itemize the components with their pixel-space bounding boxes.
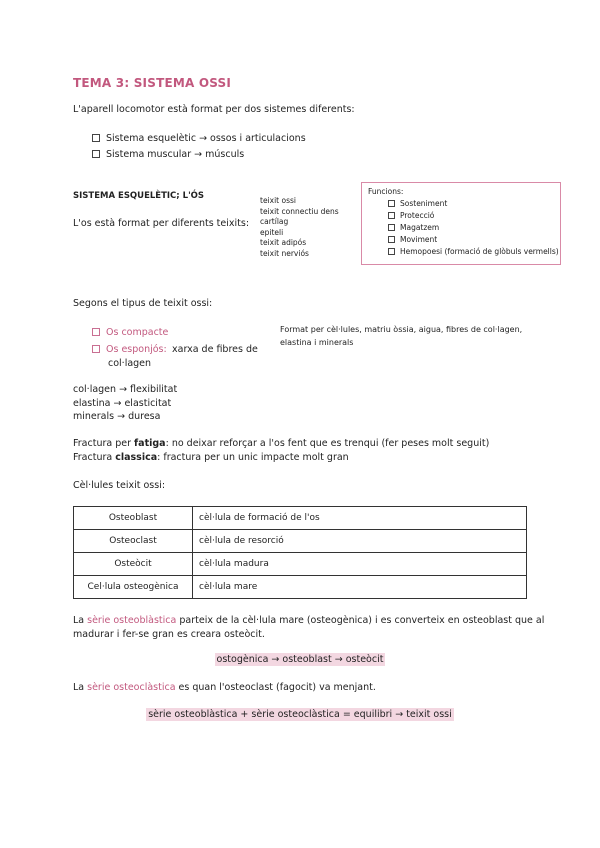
- checkbox-icon[interactable]: [92, 150, 100, 158]
- table-row: [74, 530, 527, 553]
- fracture-prefix: Fractura: [73, 452, 116, 463]
- cells-intro: Cèl·lules teixit ossi:: [73, 480, 166, 491]
- function-item: [368, 246, 559, 258]
- checkbox-icon[interactable]: [388, 212, 395, 219]
- function-item: [368, 222, 554, 234]
- bone-composition-note: Format per cèl·lules, matriu òssia, aigua, fibres de col·lagen, elastina i minerals: [280, 325, 523, 347]
- paragraph-prefix: La: [73, 682, 88, 693]
- function-item: [368, 234, 554, 246]
- function-label: Protecció: [400, 211, 435, 220]
- property-item: elastina → elasticitat: [73, 397, 172, 409]
- fracture-prefix: Fractura per: [73, 438, 135, 449]
- function-label: Moviment: [400, 235, 438, 244]
- cell-desc: cèl·lula mare: [193, 576, 527, 599]
- function-item: [368, 198, 554, 210]
- cell-name: Osteoblast: [74, 507, 193, 530]
- bone-type-label: Os compacte: [106, 327, 169, 338]
- paragraph-text: es quan l'osteoclast (fagocit) va menjant.: [175, 682, 376, 693]
- cell-name: Osteòcit: [74, 553, 193, 576]
- function-item: [368, 210, 554, 222]
- system-label: Sistema muscular → músculs: [106, 149, 245, 160]
- function-label: Magatzem: [400, 223, 440, 232]
- osteoblastic-term: sèrie osteoblàstica: [87, 615, 177, 626]
- cell-desc: cèl·lula de resorció: [193, 530, 527, 553]
- fracture-type: classica: [115, 452, 158, 463]
- osteoclastic-paragraph: [73, 682, 376, 693]
- paragraph-text: parteix de la cèl·lula mare (osteogènica) i es converteix en osteoblast que al: [176, 615, 545, 626]
- intro-text: L'aparell locomotor està format per dos sistemes diferents:: [73, 104, 355, 115]
- functions-box: [361, 182, 561, 265]
- function-label: Sosteniment: [400, 199, 448, 208]
- tissue-item: epiteli: [260, 227, 284, 237]
- fracture-fatigue: [73, 438, 489, 449]
- checkbox-icon[interactable]: [92, 345, 100, 353]
- checkbox-icon[interactable]: [388, 236, 395, 243]
- table-row: [74, 553, 527, 576]
- table-row: [74, 507, 527, 530]
- checkbox-icon[interactable]: [92, 134, 100, 142]
- bone-type-compact: [92, 327, 168, 338]
- fracture-desc: : fractura per un unic impacte molt gran: [157, 452, 349, 463]
- tissue-item: cartílag: [260, 217, 289, 226]
- osteoblastic-paragraph: [73, 614, 544, 642]
- tissue-item: teixit adipós: [260, 238, 307, 247]
- checkbox-icon[interactable]: [388, 224, 395, 231]
- bone-type-spongy-desc: xarxa de fibres de col·lagen: [108, 344, 258, 369]
- cell-name: Osteoclast: [74, 530, 193, 553]
- paragraph-prefix: La: [73, 615, 88, 626]
- checkbox-icon[interactable]: [92, 328, 100, 336]
- flow-osteoblastic: [0, 654, 600, 665]
- checkbox-icon[interactable]: [388, 248, 395, 255]
- paragraph-text: madurar i fer-se gran es creara osteòcit.: [73, 629, 265, 640]
- checkbox-icon[interactable]: [388, 200, 395, 207]
- cell-desc: cèl·lula madura: [193, 553, 527, 576]
- tissue-item: teixit nerviós: [260, 248, 309, 258]
- table-row: [74, 576, 527, 599]
- tissue-item: teixit ossi: [260, 196, 296, 205]
- section-heading: SISTEMA ESQUELÈTIC; L'ÓS: [73, 191, 205, 201]
- function-label: Hemopoesi (formació de glòbuls vermells): [400, 247, 559, 256]
- bone-types-intro: Segons el tipus de teixit ossi:: [73, 298, 213, 309]
- fracture-desc: : no deixar reforçar a l'os fent que es trenqui (fer peses molt seguit): [165, 438, 490, 449]
- system-label: Sistema esquelètic → ossos i articulacions: [106, 133, 306, 144]
- fracture-type: fatiga: [134, 438, 166, 449]
- functions-title: Funcions:: [368, 187, 404, 196]
- cell-name: Cel·lula osteogènica: [74, 576, 193, 599]
- tissue-item: teixit connectiu dens: [260, 206, 339, 216]
- system-item-skeletal: [92, 133, 306, 144]
- bone-type-label: Os esponjós:: [106, 344, 167, 355]
- cells-table: [73, 506, 527, 599]
- page-title: TEMA 3: SISTEMA OSSI: [73, 76, 232, 90]
- flow-text: sèrie osteoblàstica + sèrie osteoclàstica = equilibri → teixit ossi: [148, 709, 452, 720]
- tissues-list: [260, 196, 339, 259]
- properties-list: [73, 383, 177, 424]
- flow-equilibrium: [0, 709, 600, 720]
- property-item: col·lagen → flexibilitat: [73, 384, 178, 395]
- property-item: minerals → duresa: [73, 411, 161, 422]
- osteoclastic-term: sèrie osteoclàstica: [87, 682, 176, 693]
- flow-text: ostogènica → osteoblast → osteòcit: [216, 654, 384, 665]
- system-item-muscular: [92, 149, 244, 160]
- cell-desc: cèl·lula de formació de l'os: [193, 507, 527, 530]
- fracture-classic: [73, 452, 349, 463]
- tissues-intro: L'os està format per diferents teixits:: [73, 218, 250, 229]
